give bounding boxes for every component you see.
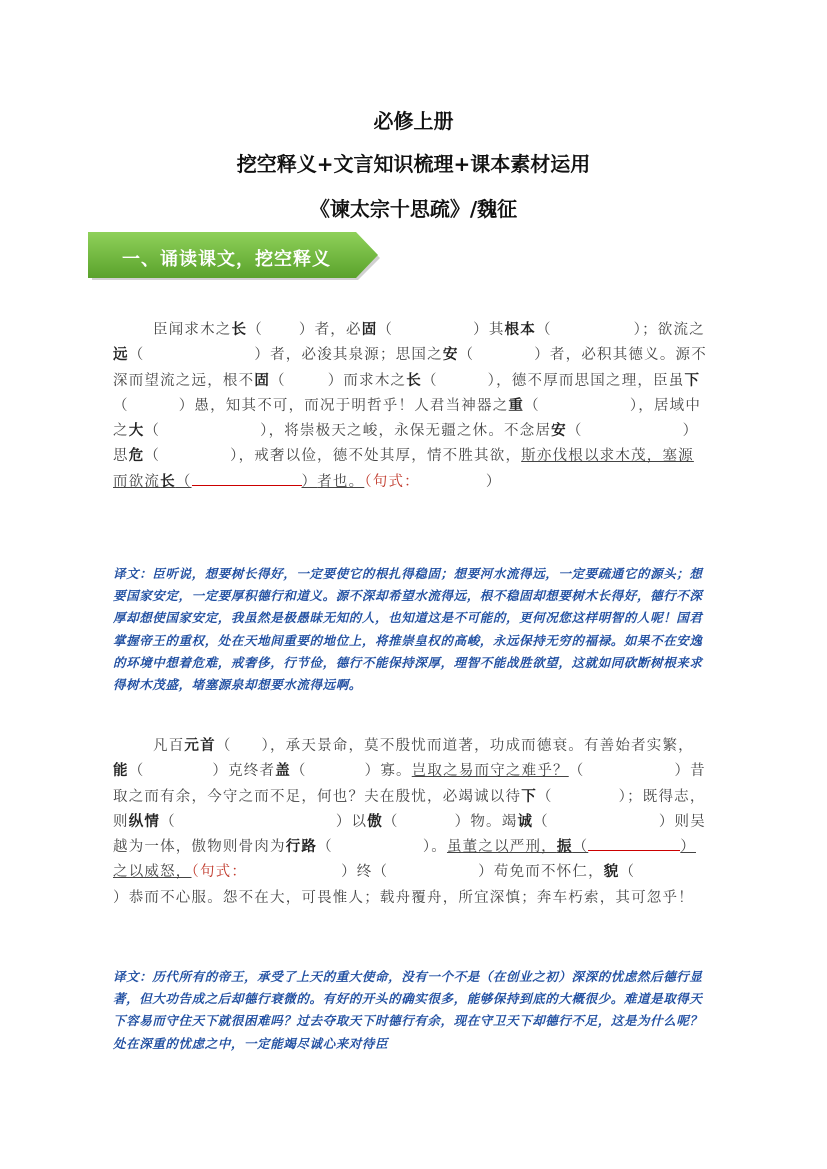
- underlined-sentence: 斯亦伐根以求木茂，塞源而欲流长（ ）者也。: [113, 448, 694, 490]
- passage-2: 凡百元首（ ），承天景命，莫不殷忧而道著，功成而德衰。有善始者实繁，能（ ）克终者盖（ ）寡。岂取之易而守之难乎？（ ）昔取之而有余，今守之而不足，何也？夫在殷忧，必竭诚以待下（ ）；既得志，则纵情（ ）以傲（ ）物。竭诚（ ）则吴越为一体，傲物则骨肉为行路（ ）。虽董之以严刑，振（ ）之以威怒，（句式： ）终（ ）苟免而不怀仁，貌（）恭而不心服。怨不在大，可畏惟人；载舟覆舟，所宜深慎；奔车朽索，其可忽乎！: [113, 738, 706, 906]
- doc-title-1: 必修上册: [373, 109, 454, 133]
- banner-label: 一、诵读课文，挖空释义: [122, 249, 331, 270]
- blank[interactable]: [192, 485, 302, 486]
- section-banner: [88, 232, 384, 282]
- translation-1: 译文：臣听说，想要树长得好，一定要使它的根扎得稳固；想要河水流得远，一定要疏通它的源头；想要国家安定，一定要厚积德行和道义。源不深却希望水流得远，根不稳固却想要树木长得好，德行不深厚却想使国家安定，我虽然是极愚昧无知的人，也知道这是不可能的，更何况您这样明智的人呢！国君掌握帝王的重权，处在天地间重要的地位上，将推崇皇权的高峻，永远保持无穷的福禄。如果不在安逸的环境中想着危难，戒奢侈，行节俭，德行不能保持深厚，理智不能战胜欲望，这就如同砍断树根来求得树木茂盛，堵塞源泉却想要水流得远啊。: [113, 566, 703, 693]
- blank[interactable]: [588, 850, 680, 851]
- underlined-question: 岂取之易而守之难乎？: [411, 763, 569, 780]
- doc-title-3: 《谏太宗十思疏》/魏征: [309, 197, 518, 221]
- translation-2: 译文：历代所有的帝王，承受了上天的重大使命，没有一个不是（在创业之初）深深的忧虑然后德行显著，但大功告成之后却德行衰微的。有好的开头的确实很多，能够保持到底的大概很少。难道是取得天下容易而守住天下就很困难吗？过去夺取天下时德行有余，现在守卫天下却德行不足，这是为什么呢？处在深重的忧虑之中，一定能竭尽诚心来对待臣: [113, 969, 703, 1051]
- passage-1: 臣闻求木之长（ ）者，必固（ ）其根本（ ）；欲流之远（ ）者，必浚其泉源；思国之安（ ）者，必积其德义。源不深而望流之远，根不固（ ）而求木之长（ ），德不厚而思国之理，臣虽下（ ）愚，知其不可，而况于明哲乎！人君当神器之重（ ），居域中之大（ ），将崇极天之峻，永保无疆之休。不念居安（ ）思危（ ），戒奢以俭，德不处其厚，情不胜其欲，斯亦伐根以求木茂，塞源而欲流长（ ）者也。（句式： ）: [113, 322, 707, 490]
- underlined-sentence-2: 虽董之以严刑，振（ ）之以威怒，: [113, 839, 696, 881]
- doc-title-2: 挖空释义+文言知识梳理+课本素材运用: [236, 152, 591, 176]
